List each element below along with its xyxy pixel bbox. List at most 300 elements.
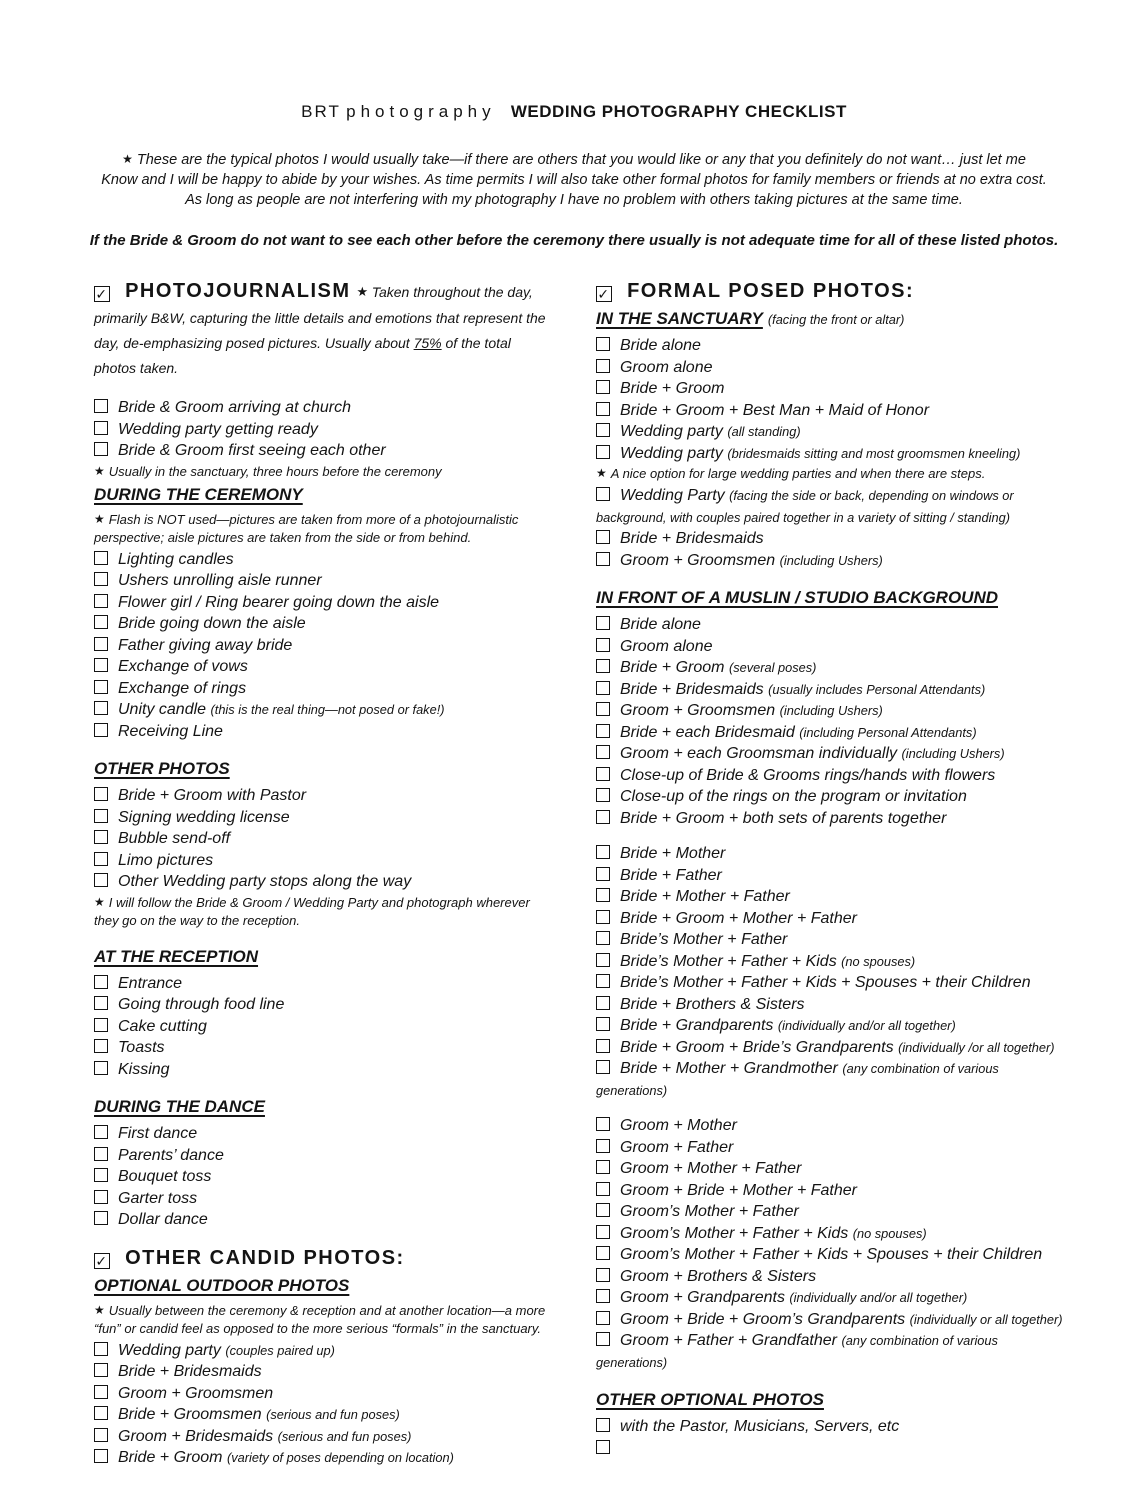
checkbox[interactable] xyxy=(94,1449,108,1463)
item-label: Bride & Groom arriving at church xyxy=(118,399,351,416)
checklist-item xyxy=(94,1361,556,1383)
checkbox[interactable] xyxy=(596,810,610,824)
checkbox[interactable] xyxy=(94,1039,108,1053)
checklist-item xyxy=(596,700,1068,722)
footnote-text: A nice option for large wedding parties and when there are steps. xyxy=(610,466,986,481)
description-text: of the total photos taken. xyxy=(94,335,511,376)
item-label: Bride + Groom + Mother + Father xyxy=(620,909,857,927)
checklist-item xyxy=(596,808,1068,830)
footnote-text: Flash is NOT used—pictures are taken from more of a photojournalistic perspective; aisle pictures are taken from the side or from behind. xyxy=(94,511,519,545)
checklist-item xyxy=(94,592,556,614)
intro-line xyxy=(0,150,1148,170)
item-label: Bride + Bridesmaids xyxy=(620,530,764,547)
item-label: Close-up of Bride & Grooms rings/hands with flowers xyxy=(620,766,996,784)
item-label: Groom’s Mother + Father xyxy=(620,1203,799,1220)
item-label: Bride going down the aisle xyxy=(118,615,306,632)
item-label: Going through food line xyxy=(118,996,285,1013)
checkbox[interactable] xyxy=(596,1039,610,1053)
item-label: Bride + Groom xyxy=(620,380,725,397)
item-label: Groom + Mother + Father xyxy=(620,1160,802,1177)
checkbox[interactable] xyxy=(596,1139,610,1153)
checklist-item xyxy=(596,1438,1068,1460)
item-label: Groom alone xyxy=(620,358,713,376)
item-label: Groom + each Groomsman individually xyxy=(620,745,898,762)
checkbox[interactable] xyxy=(94,1147,108,1161)
checklist-item xyxy=(94,656,556,678)
item-label: Bride + Groom + Best Man + Maid of Honor xyxy=(620,401,930,419)
checkbox[interactable] xyxy=(596,530,610,544)
checklist-item xyxy=(94,635,556,657)
item-label: Cake cutting xyxy=(118,1017,207,1035)
checkbox[interactable] xyxy=(94,680,108,694)
checklist-item xyxy=(94,871,556,893)
checklist-item xyxy=(596,485,1068,528)
checkbox[interactable] xyxy=(94,551,108,565)
item-label: Groom + Brothers & Sisters xyxy=(620,1267,817,1285)
checkbox[interactable] xyxy=(596,1017,610,1031)
star-icon: ★ xyxy=(596,466,607,480)
checklist-item xyxy=(94,1166,556,1188)
checkbox[interactable] xyxy=(596,931,610,945)
checklist-item xyxy=(94,1447,556,1469)
item-note: (all standing) xyxy=(727,424,801,439)
item-label: Garter toss xyxy=(118,1189,198,1207)
checkbox[interactable] xyxy=(596,1440,610,1454)
checklist-item xyxy=(94,1404,556,1426)
item-label: Limo pictures xyxy=(118,851,214,869)
section-title: IN THE SANCTUARY xyxy=(596,309,763,328)
checkbox[interactable] xyxy=(596,1060,610,1074)
checklist-item xyxy=(94,1340,556,1362)
section-header xyxy=(596,307,1068,332)
checkbox[interactable] xyxy=(94,1168,108,1182)
item-label: Father giving away bride xyxy=(118,636,293,654)
checklist-item xyxy=(94,994,556,1016)
checkbox[interactable] xyxy=(596,702,610,716)
item-note: (couples paired up) xyxy=(225,1342,335,1358)
checklist-item xyxy=(596,972,1068,994)
section-note: (facing the front or altar) xyxy=(767,312,905,327)
section-header xyxy=(94,1274,556,1299)
item-label: Bride alone xyxy=(620,616,701,633)
checkbox[interactable] xyxy=(596,638,610,652)
item-label: Bride & Groom first seeing each other xyxy=(118,442,386,459)
item-label: Bride + Groom xyxy=(118,1449,223,1466)
checklist-item xyxy=(596,400,1068,422)
checkbox[interactable] xyxy=(596,616,610,630)
item-label: Other Wedding party stops along the way xyxy=(118,873,412,890)
item-label: Groom + Groomsmen xyxy=(620,702,776,719)
checkbox[interactable] xyxy=(596,1289,610,1303)
checklist-item xyxy=(596,908,1068,930)
section-title: OTHER OPTIONAL PHOTOS xyxy=(596,1390,824,1409)
checkbox[interactable] xyxy=(596,402,610,416)
checkbox[interactable] xyxy=(94,1018,108,1032)
checkbox[interactable] xyxy=(596,337,610,351)
checklist-item xyxy=(94,570,556,592)
checklist-item xyxy=(596,1058,1068,1101)
checklist-item xyxy=(596,550,1068,572)
section-header xyxy=(94,945,556,970)
checkbox[interactable] xyxy=(596,445,610,459)
checklist-item xyxy=(596,1115,1068,1137)
checklist-item xyxy=(596,786,1068,808)
checklist-column xyxy=(596,279,1068,1469)
section-header xyxy=(596,1388,1068,1413)
item-label: Bride + Grandparents xyxy=(620,1017,774,1034)
item-note: (individually and/or all together) xyxy=(777,1018,956,1033)
item-label: Bouquet toss xyxy=(118,1168,212,1185)
section-header xyxy=(94,279,556,380)
item-label: with the Pastor, Musicians, Servers, etc xyxy=(620,1418,900,1435)
spacer xyxy=(596,829,1068,843)
item-note: (variety of poses depending on location) xyxy=(226,1450,454,1465)
checkbox[interactable] xyxy=(596,845,610,859)
checklist-item xyxy=(596,1287,1068,1309)
item-note: (facing the side or back, depending on windows or background, with couples paired together in a variety of sitting / standing) xyxy=(596,488,1014,525)
section-other-optional-photos xyxy=(596,1388,1068,1459)
star-icon: ★ xyxy=(94,1302,105,1317)
intro-line: Know and I will be happy to abide by your wishes. As time permits I will also take other formal photos for family members or friends at no extra cost. xyxy=(101,172,1047,188)
item-note: (any combination of various generations) xyxy=(596,1333,998,1370)
checklist-item xyxy=(94,1145,556,1167)
item-label: Flower girl / Ring bearer going down the aisle xyxy=(118,593,440,611)
item-label: Bride + Groomsmen xyxy=(118,1406,262,1423)
section-header xyxy=(94,1095,556,1120)
checkbox[interactable] xyxy=(596,487,610,501)
footnote xyxy=(94,511,556,547)
checklist-item xyxy=(596,528,1068,550)
footnote-text: I will follow the Bride & Groom / Wedding Party and photograph wherever they go on the way to the reception. xyxy=(94,894,530,928)
item-note: (no spouses) xyxy=(852,1225,927,1241)
checkbox[interactable] xyxy=(596,1311,610,1325)
item-label: Bride + Father xyxy=(620,866,722,884)
checkbox[interactable] xyxy=(596,1246,610,1260)
checkbox[interactable] xyxy=(94,1342,108,1356)
checkbox[interactable] xyxy=(94,723,108,737)
checkbox[interactable] xyxy=(596,953,610,967)
spacer xyxy=(596,1101,1068,1115)
description-text: 75% xyxy=(413,335,442,351)
checkbox[interactable] xyxy=(596,888,610,902)
intro-line: As long as people are not interfering with my photography I have no problem with others taking pictures at the same time. xyxy=(185,192,963,208)
checklist-item xyxy=(94,828,556,850)
checkbox[interactable] xyxy=(94,701,108,715)
checklist-item xyxy=(596,994,1068,1016)
item-label: Parents’ dance xyxy=(118,1146,224,1164)
checkbox[interactable] xyxy=(94,809,108,823)
checkbox[interactable] xyxy=(596,974,610,988)
checklist-item xyxy=(94,1209,556,1231)
checkbox[interactable] xyxy=(596,788,610,802)
checklist-item xyxy=(596,843,1068,865)
checklist-item xyxy=(94,1016,556,1038)
item-note: (including Ushers) xyxy=(779,552,883,568)
item-label: Bride alone xyxy=(620,337,701,354)
star-icon: ★ xyxy=(94,511,105,526)
item-label: Groom + Father xyxy=(620,1138,734,1156)
checklist-item xyxy=(596,443,1068,465)
checklist-item xyxy=(596,765,1068,787)
checkbox[interactable] xyxy=(596,380,610,394)
section-at-the-reception xyxy=(94,945,556,1081)
item-label: Wedding party xyxy=(620,423,723,440)
section-header xyxy=(596,279,1068,304)
checklist-item xyxy=(94,1059,556,1081)
checkbox[interactable] xyxy=(94,658,108,672)
item-label: Bride + each Bridesmaid xyxy=(620,723,795,741)
section-header xyxy=(94,757,556,782)
section-other-photos xyxy=(94,757,556,930)
checkbox[interactable] xyxy=(94,1061,108,1075)
checked-checkbox[interactable]: ✓ xyxy=(95,1252,109,1269)
item-label: Bride + Mother xyxy=(620,845,726,862)
checklist-item xyxy=(94,1188,556,1210)
checklist-item xyxy=(94,613,556,635)
checkbox[interactable] xyxy=(596,1203,610,1217)
checkbox[interactable] xyxy=(596,1225,610,1239)
checkbox[interactable] xyxy=(94,787,108,801)
item-note: (bridesmaids sitting and most groomsmen kneeling) xyxy=(727,445,1021,461)
checklist-item xyxy=(596,1201,1068,1223)
item-label: Bubble send-off xyxy=(118,830,231,847)
checkbox[interactable] xyxy=(596,1268,610,1282)
checked-checkbox[interactable]: ✓ xyxy=(597,286,611,302)
checkbox[interactable] xyxy=(596,1418,610,1432)
checkbox[interactable] xyxy=(596,767,610,781)
checkbox[interactable] xyxy=(596,552,610,566)
item-label: Lighting candles xyxy=(118,550,234,568)
checklist-item xyxy=(596,929,1068,951)
item-note: (any combination of various generations) xyxy=(596,1061,999,1098)
item-label: Ushers unrolling aisle runner xyxy=(118,572,322,589)
checkbox[interactable] xyxy=(596,659,610,673)
checklist-item xyxy=(596,951,1068,973)
section-other-candid-photos xyxy=(94,1246,556,1271)
checklist-item xyxy=(94,419,556,441)
item-label: Unity candle xyxy=(118,701,207,718)
section-title: FORMAL POSED PHOTOS: xyxy=(627,280,915,302)
brand-prefix: BRT xyxy=(301,102,341,121)
checklist-item xyxy=(596,614,1068,636)
brand-name: photography xyxy=(346,102,496,121)
checklist-item xyxy=(596,657,1068,679)
item-note: (individually and/or all together) xyxy=(789,1290,968,1305)
item-label: Groom + Grandparents xyxy=(620,1289,785,1306)
item-label: Bride + Bridesmaids xyxy=(118,1363,262,1380)
section-title: DURING THE CEREMONY xyxy=(94,484,303,504)
item-label: Dollar dance xyxy=(118,1211,208,1228)
checklist-item xyxy=(596,357,1068,379)
checkbox[interactable] xyxy=(94,637,108,651)
document-header xyxy=(0,102,1148,249)
checklist-item xyxy=(94,973,556,995)
item-label: Close-up of the rings on the program or invitation xyxy=(620,788,967,805)
item-label: Groom alone xyxy=(620,637,713,655)
checkbox[interactable] xyxy=(94,1125,108,1139)
checkbox[interactable] xyxy=(596,681,610,695)
item-note: (serious and fun poses) xyxy=(277,1428,412,1444)
item-label: Bride + Groom with Pastor xyxy=(118,787,307,804)
checklist-item xyxy=(596,679,1068,701)
page-title xyxy=(0,102,1148,122)
checkbox[interactable] xyxy=(596,745,610,759)
checklist-item xyxy=(94,699,556,721)
item-note: (individually or all together) xyxy=(909,1311,1063,1327)
checkbox[interactable] xyxy=(94,1363,108,1377)
star-icon: ★ xyxy=(94,463,105,478)
checklist-item xyxy=(596,865,1068,887)
item-label: Wedding party xyxy=(620,444,723,462)
checklist-item xyxy=(596,1223,1068,1245)
checkbox[interactable] xyxy=(596,1160,610,1174)
intro-paragraph xyxy=(0,150,1148,210)
footnote xyxy=(596,465,1068,483)
item-label: Exchange of rings xyxy=(118,679,247,697)
checklist-item xyxy=(94,785,556,807)
checklist-columns xyxy=(0,279,1148,1469)
checklist-item xyxy=(596,886,1068,908)
checklist-item xyxy=(596,1158,1068,1180)
item-label: Wedding party xyxy=(118,1341,221,1359)
checkbox[interactable] xyxy=(94,615,108,629)
spacer xyxy=(94,383,556,397)
footnote xyxy=(94,463,556,481)
checklist-item xyxy=(596,378,1068,400)
checkbox[interactable] xyxy=(94,975,108,989)
section-in-front-of-a-muslin-studio-background xyxy=(596,586,1068,1373)
section-title: AT THE RECEPTION xyxy=(94,946,259,966)
checkbox[interactable] xyxy=(94,1406,108,1420)
document-title: WEDDING PHOTOGRAPHY CHECKLIST xyxy=(510,102,847,121)
checklist-item xyxy=(596,1330,1068,1373)
checklist-item xyxy=(596,722,1068,744)
item-note: (no spouses) xyxy=(841,953,916,969)
checkbox[interactable] xyxy=(94,399,108,413)
checkbox[interactable] xyxy=(94,1428,108,1442)
item-label: Entrance xyxy=(118,974,183,992)
section-during-the-dance xyxy=(94,1095,556,1231)
section-title: DURING THE DANCE xyxy=(94,1097,265,1116)
intro-text: These are the typical photos I would usually take—if there are others that you would like or any that you definitely do not want… just let me xyxy=(136,152,1026,168)
section-in-the-sanctuary xyxy=(596,307,1068,571)
footnote-text: Usually in the sanctuary, three hours before the ceremony xyxy=(108,463,442,479)
item-label: Bride + Groom xyxy=(620,659,725,676)
checkbox[interactable] xyxy=(596,910,610,924)
checked-checkbox[interactable]: ✓ xyxy=(95,286,109,302)
checkbox[interactable] xyxy=(94,852,108,866)
checkbox[interactable] xyxy=(94,1385,108,1399)
checklist-item xyxy=(596,1180,1068,1202)
item-label: Bride’s Mother + Father xyxy=(620,931,788,948)
item-note: (usually includes Personal Attendants) xyxy=(768,681,986,697)
star-icon: ★ xyxy=(94,894,105,909)
checklist-item xyxy=(596,636,1068,658)
checkbox[interactable] xyxy=(94,572,108,586)
item-note: (including Ushers) xyxy=(779,703,883,718)
item-label: Kissing xyxy=(118,1060,170,1078)
checkbox[interactable] xyxy=(94,421,108,435)
checkbox[interactable] xyxy=(596,996,610,1010)
checkbox[interactable] xyxy=(596,423,610,437)
section-during-the-ceremony xyxy=(94,483,556,743)
checklist-item xyxy=(596,421,1068,443)
checkbox[interactable] xyxy=(596,1117,610,1131)
checklist-item xyxy=(596,1266,1068,1288)
checkbox[interactable] xyxy=(94,442,108,456)
item-note: (this is the real thing—not posed or fake!) xyxy=(210,702,445,717)
footnote xyxy=(94,1302,556,1338)
checkbox[interactable] xyxy=(94,594,108,608)
checkbox[interactable] xyxy=(596,359,610,373)
checklist-item xyxy=(596,1416,1068,1438)
section-title: OPTIONAL OUTDOOR PHOTOS xyxy=(94,1275,350,1295)
checkbox[interactable] xyxy=(596,867,610,881)
item-note: (individually /or all together) xyxy=(898,1039,1055,1055)
section-formal-posed-photos xyxy=(596,279,1068,304)
section-title: IN FRONT OF A MUSLIN / STUDIO BACKGROUND xyxy=(596,588,998,607)
item-label: Groom + Mother xyxy=(620,1117,737,1134)
item-label: Bride’s Mother + Father + Kids + Spouses + their Children xyxy=(620,974,1031,991)
checklist-item xyxy=(596,1137,1068,1159)
checkbox[interactable] xyxy=(94,996,108,1010)
checklist-item xyxy=(596,1015,1068,1037)
section-header xyxy=(94,483,556,508)
checkbox[interactable] xyxy=(596,1182,610,1196)
checklist-column xyxy=(94,279,556,1469)
item-label: Bride + Mother + Grandmother xyxy=(620,1060,838,1077)
item-note: (including Personal Attendants) xyxy=(799,724,977,740)
checklist-item xyxy=(94,397,556,419)
item-label: Signing wedding license xyxy=(118,808,290,826)
checklist-item xyxy=(94,678,556,700)
item-label: Exchange of vows xyxy=(118,658,248,675)
checklist-item xyxy=(94,850,556,872)
item-label: Bride + Brothers & Sisters xyxy=(620,995,805,1013)
checkbox[interactable] xyxy=(94,1211,108,1225)
item-note: (serious and fun poses) xyxy=(266,1407,400,1422)
item-label: Groom + Father + Grandfather xyxy=(620,1332,837,1349)
checklist-item xyxy=(94,549,556,571)
item-label: Groom + Groomsmen xyxy=(118,1384,274,1402)
item-label: Groom + Groomsmen xyxy=(620,551,776,569)
checkbox[interactable] xyxy=(596,1332,610,1346)
checkbox[interactable] xyxy=(596,724,610,738)
section-photojournalism xyxy=(94,279,556,481)
star-icon: ★ xyxy=(122,152,133,166)
star-icon: ★ xyxy=(356,284,370,299)
checkbox[interactable] xyxy=(94,1190,108,1204)
item-label: Groom + Bridesmaids xyxy=(118,1427,274,1445)
description-text: Taken throughout the day, primarily B&W, capturing the little details and emotions that represent the day, de-emphasizing posed pictures. Usually about xyxy=(94,284,546,351)
checklist-item xyxy=(94,1383,556,1405)
item-note: (including Ushers) xyxy=(901,746,1005,761)
section-title: OTHER CANDID PHOTOS: xyxy=(125,1246,405,1269)
item-label: Wedding party getting ready xyxy=(118,420,318,438)
checklist-item xyxy=(94,807,556,829)
item-label: Groom’s Mother + Father + Kids + Spouses + their Children xyxy=(620,1246,1043,1263)
checklist-item xyxy=(94,1426,556,1448)
checklist-item xyxy=(94,721,556,743)
checklist-item xyxy=(596,1309,1068,1331)
checkbox[interactable] xyxy=(94,830,108,844)
checklist-item xyxy=(94,440,556,462)
checkbox[interactable] xyxy=(94,873,108,887)
item-label: Groom + Bride + Groom’s Grandparents xyxy=(620,1310,906,1328)
checklist-item xyxy=(596,743,1068,765)
checklist-item xyxy=(596,1244,1068,1266)
item-label: Bride + Groom + Bride’s Grandparents xyxy=(620,1038,894,1056)
